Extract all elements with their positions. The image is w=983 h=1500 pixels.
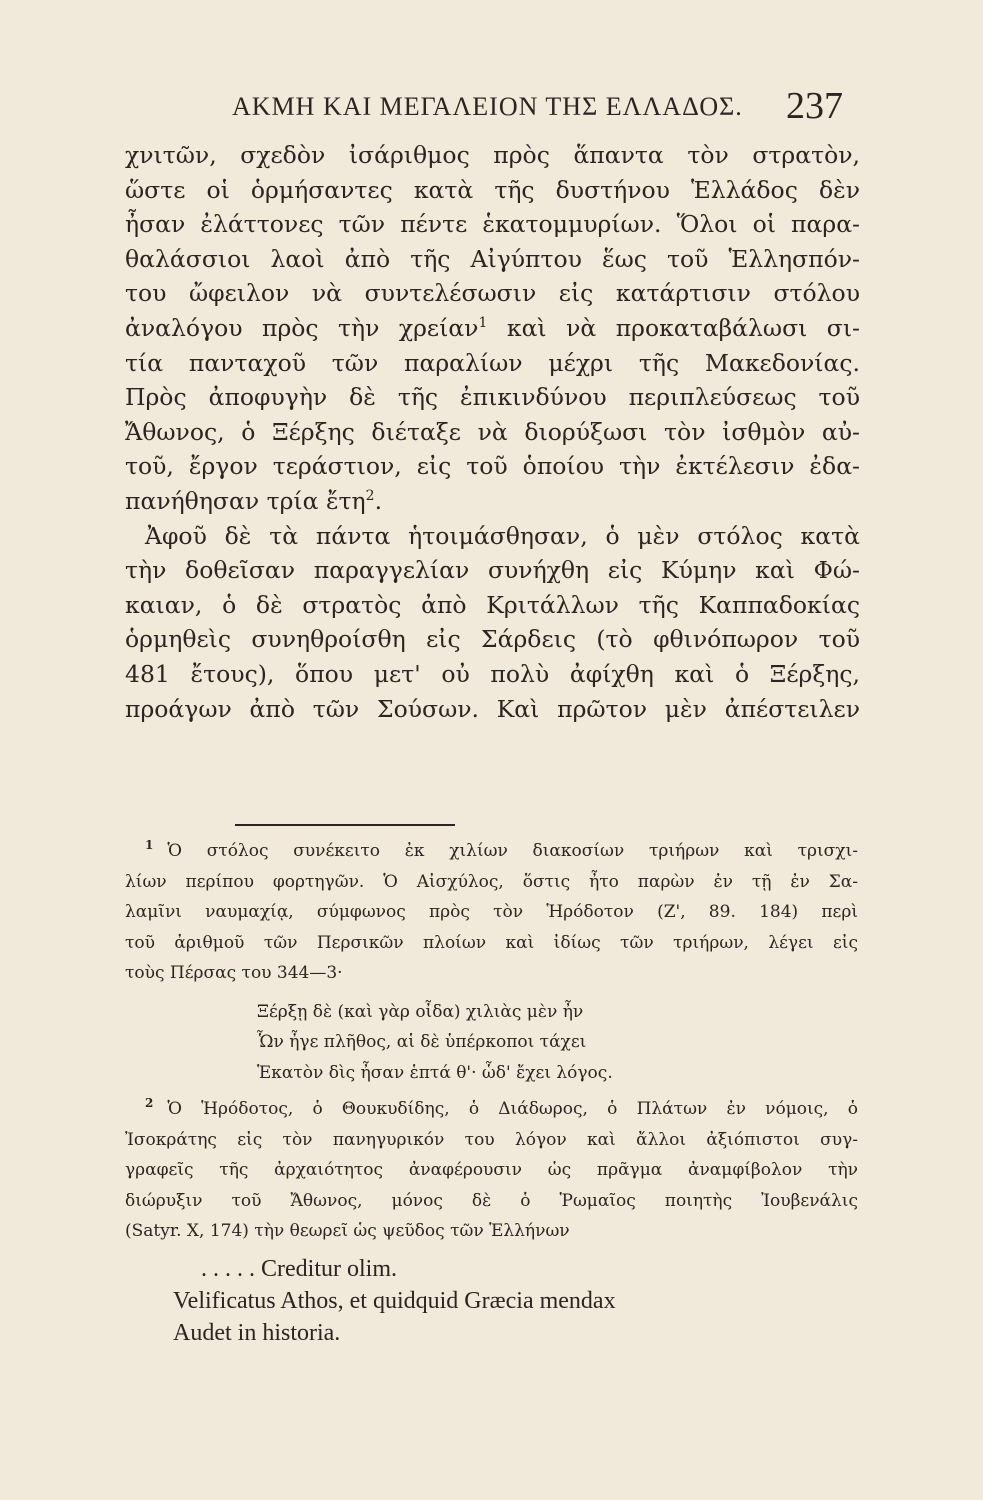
text-segment: καὶ νὰ προκαταβάλωσι σι- <box>506 313 860 342</box>
footnote-line: (Satyr. X, 174) τὴν θεωρεῖ ὡς ψεῦδος τῶν Ἑλλήνων <box>125 1221 570 1241</box>
text-line: 481 ἔτους), ὅπου μετ' οὐ πολὺ ἀφίχθη καὶ ὁ Ξέρξης, <box>125 659 860 688</box>
footnote-2 <box>125 1094 858 1349</box>
page-number: 237 <box>786 85 843 127</box>
text-line: θαλάσσιοι λαοὶ ἀπὸ τῆς Αἰγύπτου ἕως τοῦ Ἑλλησπόν- <box>125 244 860 273</box>
text-line: προάγων ἀπὸ τῶν Σούσων. Καὶ πρῶτον μὲν ἀπέστειλεν <box>125 694 860 723</box>
text-line: τία πανταχοῦ τῶν παραλίων μέχρι τῆς Μακεδονίας. <box>125 348 860 377</box>
text-line: Ἀφοῦ δὲ τὰ πάντα ἡτοιμάσθησαν, ὁ μὲν στόλος κατὰ <box>145 521 860 550</box>
text-line: ὁρμηθεὶς συνηθροίσθη εἰς Σάρδεις (τὸ φθινόπωρον τοῦ <box>125 625 860 654</box>
footnote-line: διώρυξιν τοῦ Ἄθωνος, μόνος δὲ ὁ Ῥωμαῖος ποιητὴς Ἰουβενάλις <box>125 1190 858 1211</box>
text-line: Πρὸς ἀποφυγὴν δὲ τῆς ἐπικινδύνου περιπλεύσεως τοῦ <box>125 383 860 412</box>
footnote-line: λίων περίπου φορτηγῶν. Ὁ Αἰσχύλος, ὅστις ἦτο παρὼν ἐν τῇ ἐν Σα- <box>125 871 858 892</box>
footnote-line: γραφεῖς τῆς ἀρχαιότητος ἀναφέρουσιν ὡς πρᾶγμα ἀναμφίβολον τὴν <box>125 1160 858 1180</box>
text-line: Ἄθωνος, ὁ Ξέρξης διέταξε νὰ διορύξωσι τὸν ἰσθμὸν αὐ- <box>125 417 860 446</box>
text-line-with-note <box>125 311 860 346</box>
footnote-line: λαμῖνι ναυμαχίᾳ, σύμφωνος πρὸς τὸν Ἡρόδοτον (Ζ', 89. 184) περὶ <box>125 902 858 922</box>
main-text <box>125 138 860 726</box>
text-line: τοῦ, ἔργον τεράστιον, εἰς τοῦ ὁποίου τὴν ἐκτέλεσιν ἐδα- <box>125 452 860 481</box>
footnotes <box>125 836 858 1349</box>
text-segment: ἀναλόγου πρὸς τὴν χρείαν <box>125 313 479 342</box>
text-line: του ὤφειλον νὰ συντελέσωσιν εἰς κατάρτισιν στόλου <box>125 279 860 308</box>
latin-line: . . . . . Creditur olim. <box>201 1255 397 1282</box>
verse-line: Ὧν ἦγε πλῆθος, αἱ δὲ ὑπέρκοποι τάχει <box>257 1032 587 1052</box>
verse-quote <box>125 997 858 1089</box>
footnote-line <box>125 836 858 867</box>
latin-line: Velificatus Athos, et quidquid Græcia mendax <box>173 1287 616 1314</box>
footnote-divider <box>235 824 455 826</box>
text-line: καιαν, ὁ δὲ στρατὸς ἀπὸ Κριτάλλων τῆς Καππαδοκίας <box>125 590 860 619</box>
footnote-line: τοὺς Πέρσας του 344—3· <box>125 963 343 983</box>
footnote-line <box>125 1094 858 1125</box>
latin-quote <box>125 1253 858 1349</box>
verse-line: Ἑκατὸν δὶς ἦσαν ἑπτά θ'· ὧδ' ἔχει λόγος. <box>257 1062 613 1083</box>
latin-line: Audet in historia. <box>173 1319 341 1346</box>
footnote-mark: 2 <box>145 1096 154 1111</box>
footnote-mark: 1 <box>145 838 154 853</box>
footnote-1 <box>125 836 858 1088</box>
text-line: χνιτῶν, σχεδὸν ἰσάριθμος πρὸς ἅπαντα τὸν στρατὸν, <box>125 141 860 169</box>
footnote-text: Ὁ Ἡρόδοτος, ὁ Θουκυδίδης, ὁ Διάδωρος, ὁ Πλάτων ἐν νόμοις, ὁ <box>167 1099 858 1119</box>
verse-line: Ξέρξῃ δὲ (καὶ γὰρ οἶδα) χιλιὰς μὲν ἦν <box>257 1001 584 1022</box>
footnote-line: Ἰσοκράτης εἰς τὸν πανηγυρικόν του λόγον καὶ ἄλλοι ἀξιόπιστοι συγ- <box>125 1129 858 1150</box>
footnote-ref-1: 1 <box>478 315 488 332</box>
footnote-ref-2: 2 <box>365 488 375 505</box>
text-line: ἦσαν ἐλάττονες τῶν πέντε ἑκατομμυρίων. Ὅλοι οἱ παρα- <box>125 210 860 239</box>
text-line-with-note <box>125 484 860 519</box>
running-title: ΑΚΜΗ ΚΑΙ ΜΕΓΑΛΕΙΟΝ ΤΗΣ ΕΛΛΑΔΟΣ. <box>232 92 743 121</box>
text-segment: πανήθησαν τρία ἔτη <box>125 486 366 515</box>
period: . <box>374 486 383 515</box>
footnote-text: Ὁ στόλος συνέκειτο ἐκ χιλίων διακοσίων τριήρων καὶ τρισχι- <box>167 841 858 861</box>
text-line: τὴν δοθεῖσαν παραγγελίαν συνήχθη εἰς Κύμην καὶ Φώ- <box>125 556 860 585</box>
footnote-line: τοῦ ἀριθμοῦ τῶν Περσικῶν πλοίων καὶ ἰδίως τῶν τριήρων, λέγει εἰς <box>125 932 858 953</box>
text-line: ὥστε οἱ ὁρμήσαντες κατὰ τῆς δυστήνου Ἑλλάδος δὲν <box>125 175 860 204</box>
